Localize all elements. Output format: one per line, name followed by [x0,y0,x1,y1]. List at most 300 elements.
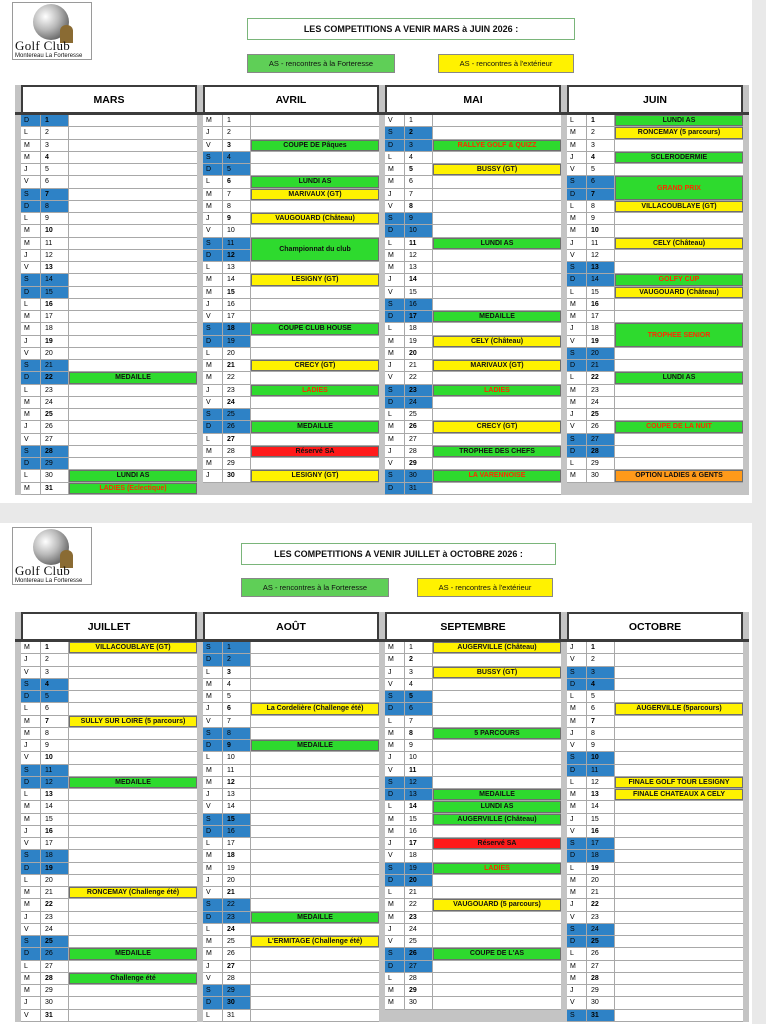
weekday-letter: L [21,961,41,972]
event-slot [69,936,197,947]
weekday-letter: S [21,274,41,285]
weekday-letter: M [385,826,405,837]
day-number: 25 [405,936,433,947]
day-cell [567,838,743,850]
day-cell [567,948,743,960]
event-slot [69,225,197,236]
weekday-letter: S [203,899,223,910]
day-number: 7 [41,189,69,200]
event-badge: MEDAILLE [69,948,197,959]
day-number: 17 [223,311,251,322]
day-cell [385,274,561,286]
day-number: 14 [587,801,615,812]
weekday-letter: D [385,311,405,322]
day-cell [567,654,743,666]
weekday-letter: V [567,740,587,751]
day-cell [567,765,743,777]
day-number: 28 [41,973,69,984]
day-cell [21,924,197,936]
weekday-letter: S [567,667,587,678]
day-cell [385,115,561,127]
weekday-letter: L [385,801,405,812]
day-cell [567,164,743,176]
weekday-letter: J [385,274,405,285]
day-cell [21,703,197,715]
day-number: 27 [223,961,251,972]
day-number: 19 [405,336,433,347]
weekday-letter: L [385,716,405,727]
weekday-letter: D [567,189,587,200]
weekday-letter: M [567,875,587,886]
day-cell [21,912,197,924]
event-slot [251,863,379,874]
calendar-row [21,850,749,862]
weekday-letter: J [203,789,223,800]
event-slot [433,409,561,420]
event-slot [615,642,743,653]
event-badge: MEDAILLE [69,777,197,788]
weekday-letter: J [567,899,587,910]
day-number: 20 [405,875,433,886]
day-number: 6 [587,176,615,187]
day-cell [567,863,743,875]
day-cell [203,801,379,813]
day-number: 3 [41,140,69,151]
day-cell [203,127,379,139]
day-cell [203,262,379,274]
event-slot [615,385,743,396]
calendar-row [21,225,749,237]
event-slot [69,458,197,469]
day-cell [21,1010,197,1022]
weekday-letter: J [385,752,405,763]
weekday-letter: M [21,409,41,420]
weekday-letter: S [203,728,223,739]
day-cell [567,311,743,323]
weekday-letter: M [385,740,405,751]
day-cell [203,115,379,127]
weekday-letter: M [385,250,405,261]
weekday-letter: V [21,838,41,849]
weekday-letter: M [385,997,405,1008]
weekday-letter: V [203,225,223,236]
event-slot [251,728,379,739]
day-number: 25 [587,936,615,947]
event-badge: CRECY (GT) [433,421,561,432]
calendar-row [21,679,749,691]
event-slot [69,740,197,751]
weekday-letter: V [203,140,223,151]
weekday-letter: S [385,777,405,788]
weekday-letter: J [203,213,223,224]
day-number: 3 [405,667,433,678]
event-slot [433,985,561,996]
day-number: 10 [587,225,615,236]
day-cell [567,961,743,973]
day-cell [203,728,379,740]
day-number: 3 [587,140,615,151]
weekday-letter: M [385,348,405,359]
weekday-letter: M [567,973,587,984]
month-header: MAI [385,85,561,112]
day-number: 31 [223,1010,251,1021]
day-cell [385,127,561,139]
event-badge: CRECY (GT) [251,360,379,371]
day-number: 23 [405,912,433,923]
day-cell [567,348,743,360]
event-slot [69,311,197,322]
event-slot [615,924,743,935]
weekday-letter: V [21,348,41,359]
day-number: 28 [405,446,433,457]
event-badge: LADIES [433,385,561,396]
event-slot [69,752,197,763]
weekday-letter: D [21,948,41,959]
event-slot [433,274,561,285]
event-slot [251,838,379,849]
weekday-letter: M [21,397,41,408]
event-slot [433,483,561,494]
event-slot [251,1010,379,1021]
day-cell [385,924,561,936]
weekday-letter: D [203,997,223,1008]
day-cell [203,863,379,875]
day-number: 4 [587,679,615,690]
day-number: 6 [223,176,251,187]
day-cell [385,348,561,360]
day-number: 22 [587,372,615,383]
legend-home: AS - rencontres à la Forteresse [247,54,395,73]
event-badge: CELY (Château) [433,336,561,347]
day-number: 25 [223,936,251,947]
legend-away: AS - rencontres à l'extérieur [438,54,574,73]
day-number: 5 [223,164,251,175]
weekday-letter: M [567,887,587,898]
day-cell [567,225,743,237]
day-number: 12 [405,777,433,788]
day-cell [567,875,743,887]
weekday-letter: M [567,140,587,151]
weekday-letter: V [385,850,405,861]
day-number: 20 [587,875,615,886]
day-number: 2 [587,127,615,138]
weekday-letter: J [385,924,405,935]
weekday-letter: J [567,642,587,653]
event-slot [69,299,197,310]
event-slot [251,336,379,347]
day-cell [203,642,379,654]
day-number: 27 [41,434,69,445]
weekday-letter: S [203,152,223,163]
event-slot [69,189,197,200]
empty-cell [567,483,743,495]
weekday-letter: L [21,703,41,714]
day-cell [21,397,197,409]
calendar-row [21,924,749,936]
event-slot [69,434,197,445]
day-cell [21,679,197,691]
day-number: 19 [223,336,251,347]
day-cell [203,985,379,997]
event-slot [251,765,379,776]
weekday-letter: S [385,299,405,310]
day-cell [21,434,197,446]
event-badge: Réservé SA [251,446,379,457]
day-cell [567,728,743,740]
weekday-letter: J [567,985,587,996]
day-number: 13 [587,262,615,273]
day-cell [567,642,743,654]
weekday-letter: D [203,912,223,923]
day-number: 21 [41,887,69,898]
event-slot [69,385,197,396]
weekday-letter: M [567,311,587,322]
weekday-letter: M [203,201,223,212]
month-header: SEPTEMBRE [385,612,561,639]
day-cell [385,973,561,985]
weekday-letter: L [21,127,41,138]
day-cell [385,299,561,311]
event-badge: TROPHEE SENIOR [615,323,743,347]
day-number: 21 [587,360,615,371]
event-slot [433,765,561,776]
weekday-letter: J [385,360,405,371]
weekday-letter: M [385,434,405,445]
day-cell [21,201,197,213]
event-badge: LESIGNY (GT) [251,470,379,481]
event-badge: 5 PARCOURS [433,728,561,739]
day-number: 18 [41,323,69,334]
day-cell [21,765,197,777]
calendar-row [21,801,749,813]
calendar-row [21,360,749,372]
event-slot [615,936,743,947]
weekday-letter: J [203,385,223,396]
day-number: 11 [223,765,251,776]
event-badge: MEDAILLE [433,311,561,322]
event-slot [615,752,743,763]
weekday-letter: S [21,360,41,371]
event-slot [433,225,561,236]
event-slot [433,875,561,886]
day-number: 8 [41,728,69,739]
weekday-letter: S [21,189,41,200]
event-slot [251,789,379,800]
day-number: 29 [223,985,251,996]
day-cell [567,936,743,948]
day-number: 24 [587,397,615,408]
day-number: 24 [223,924,251,935]
day-cell [203,201,379,213]
day-number: 26 [405,948,433,959]
event-slot [433,691,561,702]
event-slot [251,115,379,126]
event-badge: Challenge été [69,973,197,984]
event-slot [615,765,743,776]
event-slot [69,912,197,923]
event-slot [615,801,743,812]
day-number: 11 [41,238,69,249]
weekday-letter: V [203,397,223,408]
day-cell [203,434,379,446]
event-slot [69,409,197,420]
event-slot [433,887,561,898]
day-number: 7 [405,716,433,727]
day-cell [385,458,561,470]
day-number: 26 [223,948,251,959]
weekday-letter: L [203,434,223,445]
day-cell [21,814,197,826]
weekday-letter: S [567,348,587,359]
weekday-letter: V [385,201,405,212]
day-number: 19 [41,336,69,347]
golf-club-logo [12,527,92,585]
calendar-row [21,262,749,274]
weekday-letter: M [567,801,587,812]
event-badge: L'ERMITAGE (Challenge été) [251,936,379,947]
weekday-letter: L [203,667,223,678]
day-cell [385,752,561,764]
day-number: 3 [405,140,433,151]
day-number: 17 [587,311,615,322]
day-number: 15 [587,814,615,825]
calendar-row [21,409,749,421]
weekday-letter: M [567,961,587,972]
weekday-letter: V [203,973,223,984]
weekday-letter: M [203,189,223,200]
calendar-row [21,654,749,666]
day-cell [567,826,743,838]
event-slot [615,348,743,359]
day-number: 25 [223,409,251,420]
event-slot [433,397,561,408]
day-number: 26 [41,948,69,959]
weekday-letter: S [385,385,405,396]
event-badge: VAUGOUARD (5 parcours) [433,899,561,910]
weekday-letter: M [567,299,587,310]
weekday-letter: L [567,458,587,469]
day-number: 15 [223,814,251,825]
day-number: 8 [405,728,433,739]
day-number: 23 [587,912,615,923]
day-number: 27 [405,434,433,445]
day-cell [203,789,379,801]
event-badge: SULLY SUR LOIRE (5 parcours) [69,716,197,727]
day-cell [203,826,379,838]
calendar-row [21,458,749,470]
event-slot [615,262,743,273]
day-number: 16 [587,826,615,837]
day-cell [21,936,197,948]
day-cell [567,691,743,703]
day-number: 7 [405,189,433,200]
day-number: 18 [587,323,615,334]
day-number: 10 [223,752,251,763]
weekday-letter: S [567,1010,587,1021]
day-number: 4 [41,679,69,690]
event-badge: BUSSY (GT) [433,667,561,678]
weekday-letter: M [385,421,405,432]
event-badge: LUNDI AS [615,372,743,383]
weekday-letter: D [385,703,405,714]
event-badge: AUGERVILLE (Château) [433,642,561,653]
day-cell [203,225,379,237]
day-cell [567,409,743,421]
weekday-letter: M [567,127,587,138]
event-slot [615,213,743,224]
event-slot [433,973,561,984]
day-number: 2 [405,127,433,138]
weekday-letter: M [567,703,587,714]
event-slot [615,299,743,310]
event-slot [433,752,561,763]
event-slot [615,434,743,445]
day-number: 22 [41,899,69,910]
weekday-letter: V [203,801,223,812]
day-number: 20 [405,348,433,359]
event-slot [433,654,561,665]
weekday-letter: J [203,961,223,972]
weekday-letter: J [203,703,223,714]
event-slot [251,801,379,812]
day-cell [203,875,379,887]
day-cell [21,961,197,973]
event-slot [433,115,561,126]
day-number: 14 [223,801,251,812]
event-badge: VAUGOUARD (Château) [251,213,379,224]
day-cell [567,434,743,446]
day-cell [21,899,197,911]
event-slot [433,716,561,727]
calendar-row [21,765,749,777]
event-slot [251,287,379,298]
event-badge: FINALE CHATEAUX A CELY [615,789,743,800]
weekday-letter: S [203,642,223,653]
day-number: 8 [587,201,615,212]
day-cell [21,152,197,164]
day-number: 24 [41,924,69,935]
day-number: 8 [405,201,433,212]
day-number: 3 [41,667,69,678]
event-badge: LADIES (Eclectique) [69,483,197,494]
weekday-letter: L [203,348,223,359]
day-number: 12 [223,777,251,788]
event-slot [433,299,561,310]
day-number: 31 [41,1010,69,1021]
day-number: 22 [405,899,433,910]
day-cell [567,250,743,262]
weekday-letter: M [21,225,41,236]
weekday-letter: L [385,409,405,420]
weekday-letter: M [203,458,223,469]
event-slot [69,274,197,285]
month-header: AOÛT [203,612,379,639]
day-cell [385,397,561,409]
event-badge: LUNDI AS [69,470,197,481]
calendar-row [21,752,749,764]
day-number: 18 [405,323,433,334]
day-cell [21,421,197,433]
event-slot [69,446,197,457]
weekday-letter: S [203,409,223,420]
event-badge: LUNDI AS [615,115,743,126]
day-number: 9 [587,740,615,751]
event-slot [69,115,197,126]
day-number: 22 [405,372,433,383]
day-cell [385,826,561,838]
event-badge: RALLYE GOLF & QUIZZ [433,140,561,151]
calendar-row [21,691,749,703]
